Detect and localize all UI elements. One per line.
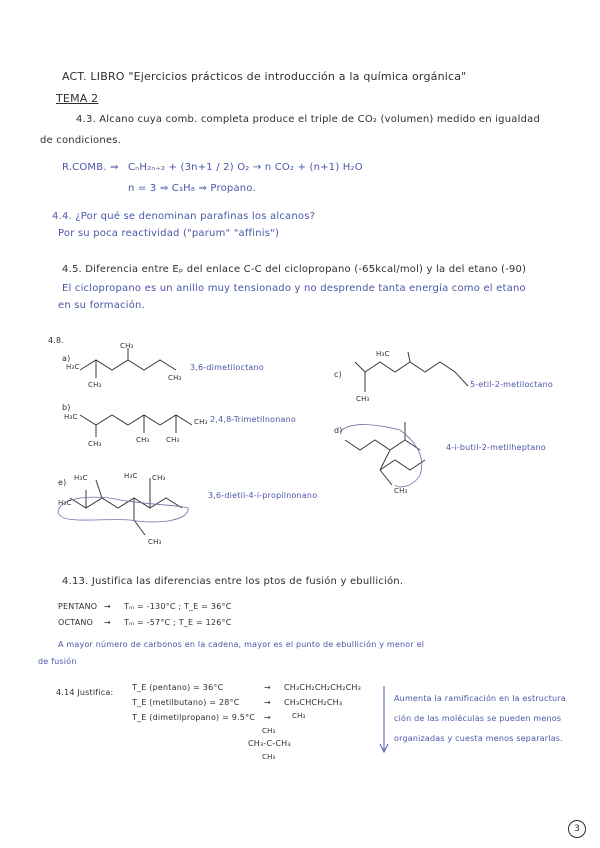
q48-b-ch3-1: CH₃ (88, 440, 102, 448)
q413-answer-line2: de fusión (38, 657, 77, 666)
arrow-icon: → (264, 713, 271, 722)
q48-b-h3c: H₃C (64, 413, 78, 421)
q414-formula-pentano: CH₃CH₂CH₂CH₂CH₃ (284, 683, 362, 692)
q48-a-ch3-top: CH₃ (120, 342, 134, 350)
q48-e-h3c-left: H₃C (58, 499, 72, 507)
q414-label: 4.14 Justifica: (56, 688, 114, 697)
q48-e-name: 3,6-dietil-4-i-propilnonano (208, 491, 318, 500)
tema-heading: TEMA 2 (56, 92, 99, 105)
q48-b-ch3-3: CH₃ (166, 436, 180, 444)
q414-row2: T_E (metilbutano) = 28°C (132, 698, 240, 707)
q48-a-name: 3,6-dimetiloctano (190, 363, 264, 372)
q48-c-h3c: H₃C (376, 350, 390, 358)
q414-row3: T_E (dimetilpropano) = 9.5°C (132, 713, 256, 722)
q45-answer-line1: El ciclopropano es un anillo muy tensionado y no desprende tanta energía como el etano (62, 283, 526, 294)
q48-d-ch3: CH₃ (394, 487, 408, 495)
q48-b-name: 2,4,8-Trimetilnonano (210, 415, 296, 424)
q413-answer-line1: A mayor número de carbonos en la cadena, mayor es el punto de ebullición y menor el (58, 640, 425, 649)
q48-a-h3c: H₃C (66, 363, 80, 371)
q414-row1: T_E (pentano) = 36°C (132, 683, 224, 692)
q45-question: 4.5. Diferencia entre Eₚ del enlace C-C del ciclopropano (-65kcal/mol) y la del etano (-90) (62, 264, 527, 275)
q414-formula-dmp-top: CH₃ (262, 727, 276, 735)
q48-c-tag: c) (334, 370, 342, 379)
q414-formula-metilbutano-branch: CH₃ (292, 712, 306, 720)
q414-note-line1: Aumenta la ramificación en la estructura (394, 694, 566, 703)
arrow-icon: → (264, 698, 271, 707)
q44-answer: Por su poca reactividad ("parum" "affinis") (58, 228, 280, 239)
q48-a-tag: a) (62, 354, 71, 363)
q48-a-ch3-bottom: CH₃ (88, 381, 102, 389)
q43-eq1: CₙH₂ₙ₊₂ + (3n+1 / 2) O₂ → n CO₂ + (n+1) H₂O (128, 162, 363, 173)
q48-d-name: 4-i-butil-2-metilheptano (446, 443, 546, 452)
q43-line2: de condiciones. (40, 135, 122, 146)
arrow-icon: → (264, 683, 271, 692)
q43-line1: 4.3. Alcano cuya comb. completa produce el triple de CO₂ (volumen) medido en igualdad (76, 114, 540, 125)
q48-e-ch3-top: CH₃ (152, 474, 166, 482)
q48-a-ch3-end: CH₃ (168, 374, 182, 382)
q413-octano-label: OCTANO (58, 618, 94, 627)
q48-c-ch3: CH₃ (356, 395, 370, 403)
q413-pentano-values: Tₘ = -130°C ; T_E = 36°C (124, 602, 232, 611)
q48-e-h3c-top: H₃C (74, 474, 88, 482)
q48-c-name: 5-etil-2-metiloctano (470, 380, 553, 389)
q414-note-line2: ción de las moléculas se pueden menos (394, 714, 562, 723)
q43-eq2: n = 3 ⇒ C₃H₈ ⇒ Propano. (128, 183, 256, 194)
q414-note-line3: organizadas y cuesta menos separarlas. (394, 734, 563, 743)
q48-b-ch3-end: CH₃ (194, 418, 208, 426)
page-header-title: ACT. LIBRO "Ejercicios prácticos de introducción a la química orgánica" (62, 70, 467, 83)
q414-formula-metilbutano: CH₃CHCH₂CH₃ (284, 698, 343, 707)
q413-question: 4.13. Justifica las diferencias entre los ptos de fusión y ebullición. (62, 576, 404, 587)
q48-b-tag: b) (62, 403, 71, 412)
q45-answer-line2: en su formación. (58, 300, 145, 311)
arrow-icon: → (104, 602, 111, 611)
q413-pentano-label: PENTANO (58, 602, 98, 611)
q48-e-h3c-mid: H₃C (124, 472, 138, 480)
q414-formula-dmp-bottom: CH₃ (262, 753, 276, 761)
q48-b-ch3-2: CH₃ (136, 436, 150, 444)
q43-eq1-label: R.COMB. ⇒ (62, 162, 119, 173)
arrow-icon: → (104, 618, 111, 627)
page-number: 3 (568, 820, 586, 838)
q44-question: 4.4. ¿Por qué se denominan parafinas los alcanos? (52, 211, 316, 222)
q413-octano-values: Tₘ = -57°C ; T_E = 126°C (124, 618, 232, 627)
q48-label: 4.8. (48, 336, 65, 345)
q48-e-ch3-bottom: CH₃ (148, 538, 162, 546)
q48-e-tag: e) (58, 478, 67, 487)
q414-formula-dmp-mid: CH₃-C-CH₃ (248, 739, 291, 748)
q48-d-tag: d) (334, 426, 343, 435)
